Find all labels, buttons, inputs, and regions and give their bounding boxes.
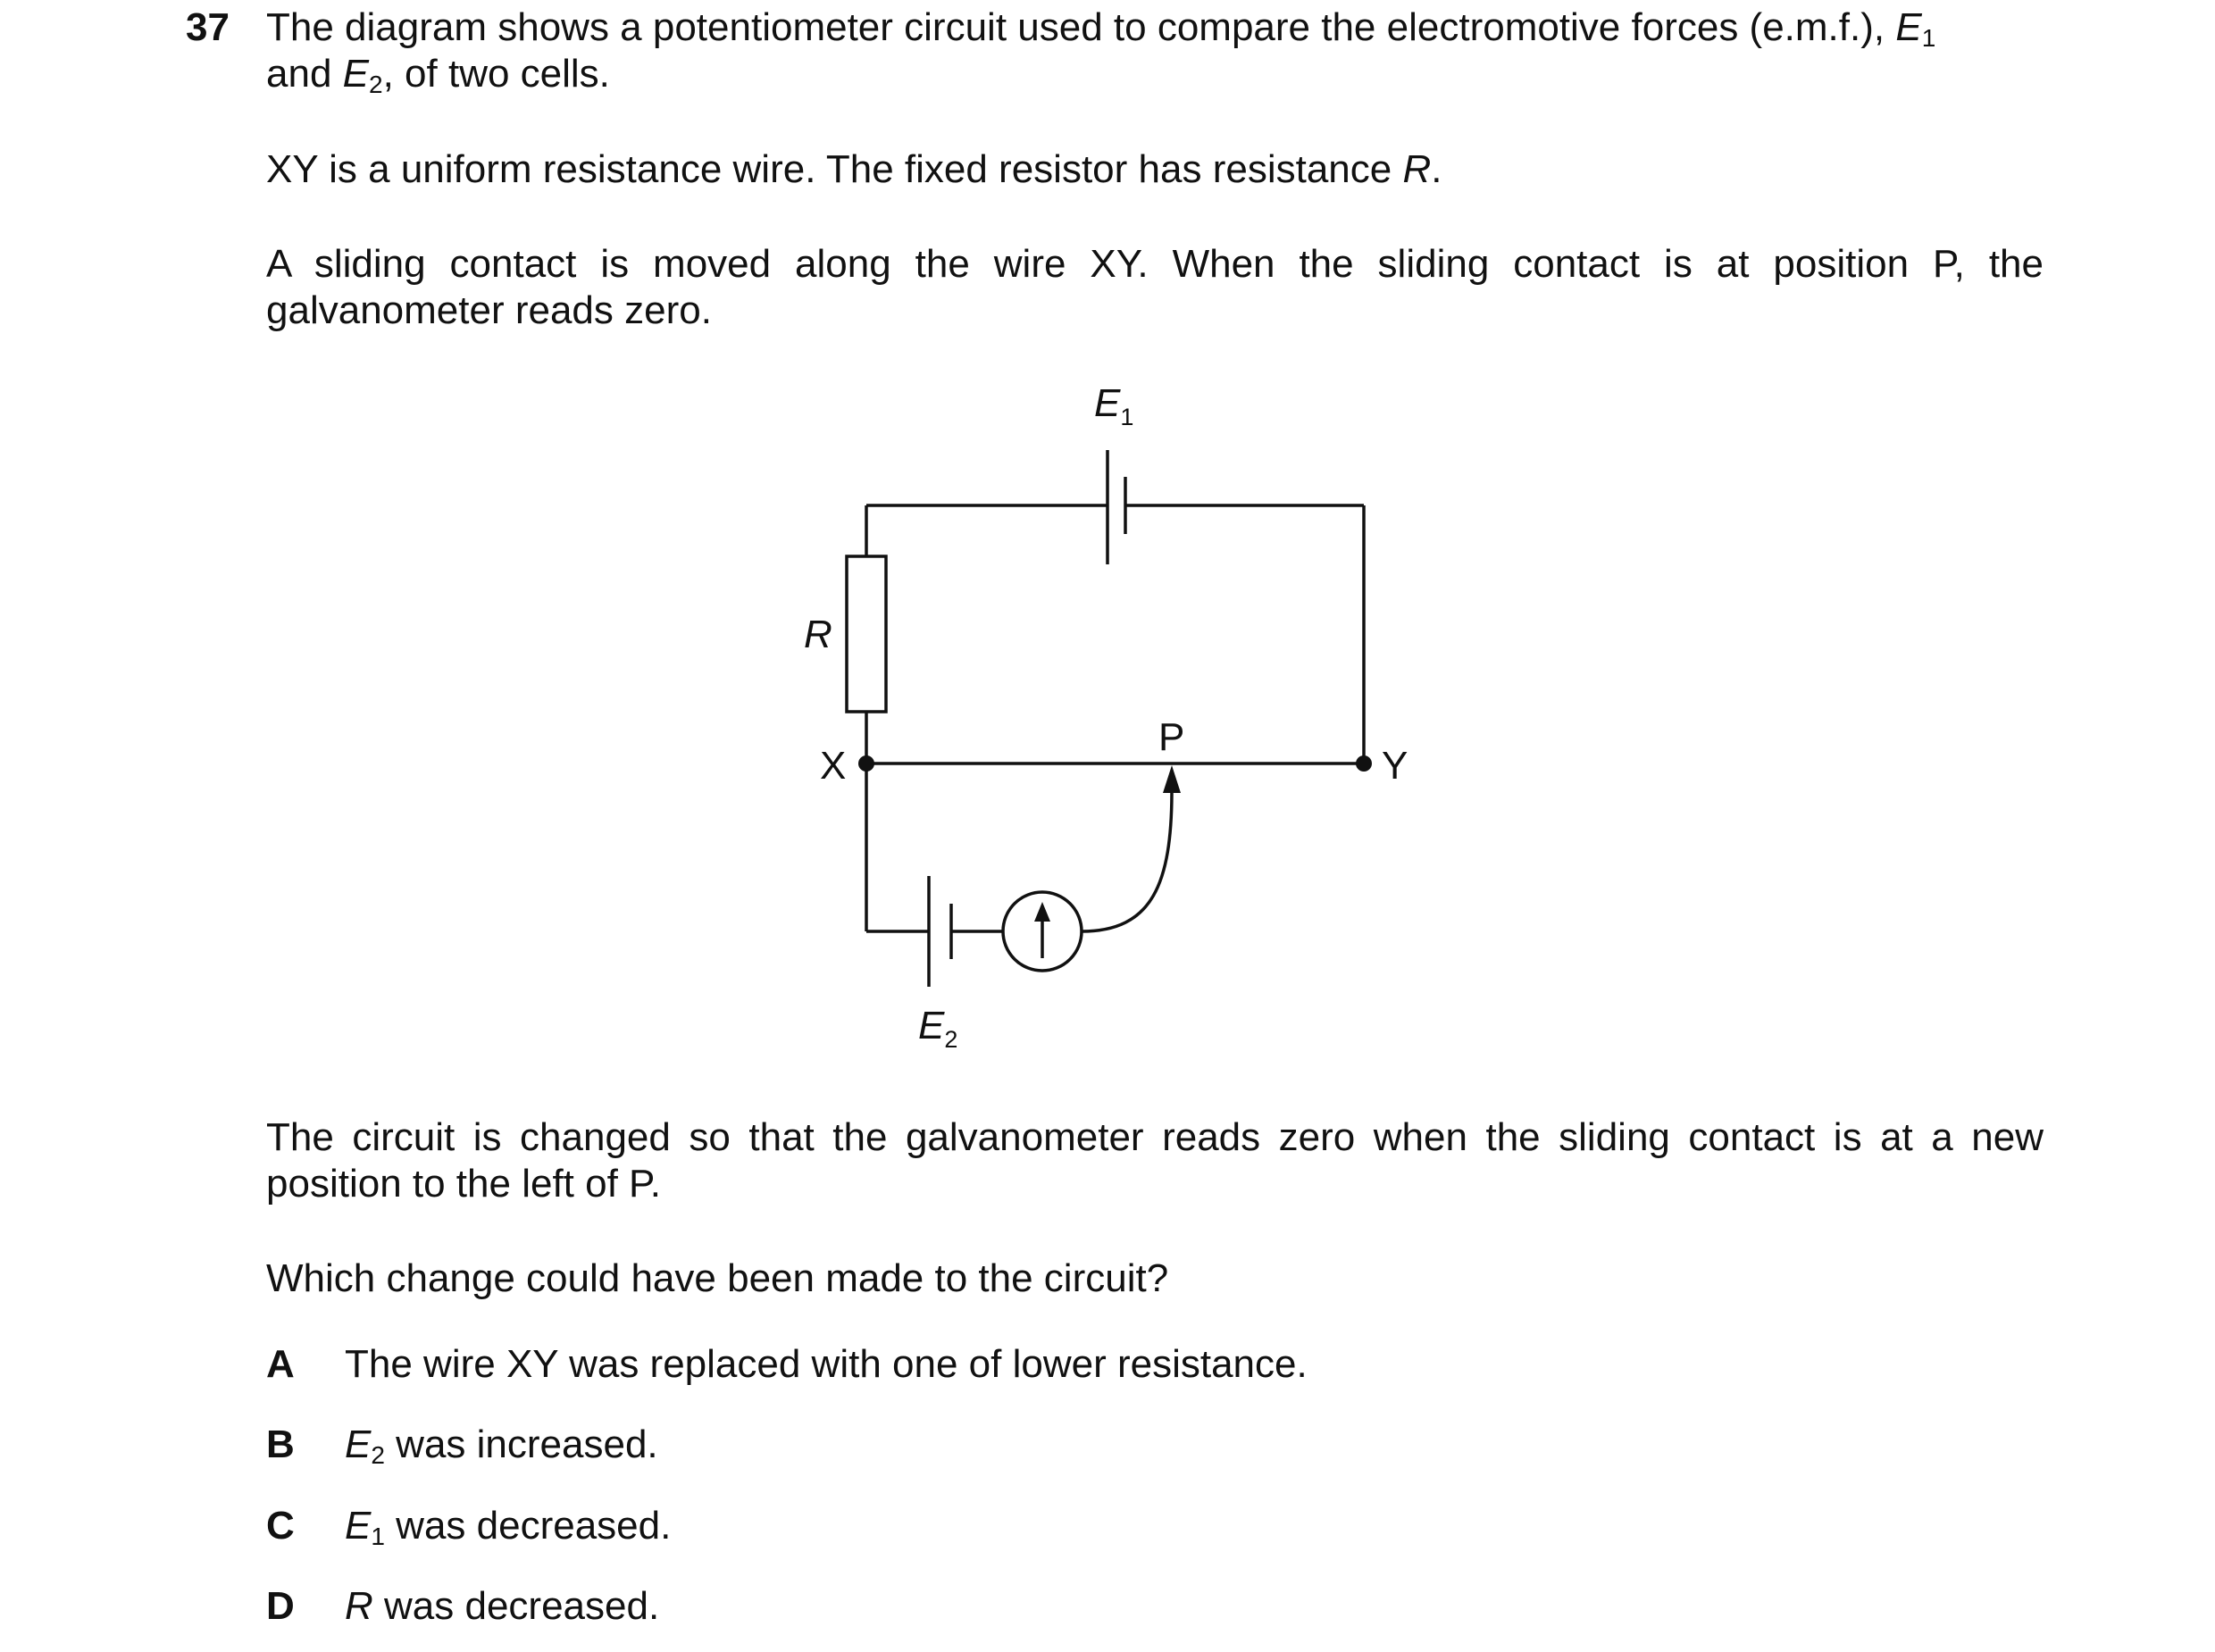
resistance-symbol: R: [1402, 147, 1432, 191]
option-c-text[interactable]: [345, 1503, 671, 1549]
emf-e1-symbol: E: [1895, 5, 1922, 49]
label-r: R: [804, 613, 832, 656]
junction-dot-x: [858, 755, 874, 772]
emf-e2-symbol: E: [342, 52, 370, 96]
intro-and: and: [266, 52, 332, 96]
option-b-text[interactable]: [345, 1422, 658, 1468]
option-c-letter[interactable]: C: [266, 1504, 295, 1548]
question-number: 37: [186, 5, 230, 49]
option-b-subscript: 2: [371, 1441, 385, 1469]
sliding-contact-description: A sliding contact is moved along the wire XY. When the sliding contact is at position P, the galvanometer reads zero.: [266, 242, 2044, 332]
emf-e1-subscript: 1: [1921, 24, 1936, 52]
label-y: Y: [1382, 744, 1408, 788]
label-x: X: [820, 744, 847, 788]
option-b-letter[interactable]: B: [266, 1423, 295, 1466]
option-d-text[interactable]: [345, 1583, 659, 1630]
galvanometer-needle-arrowhead: [1034, 902, 1050, 922]
resistor-r: [847, 556, 886, 712]
intro-tail: , of two cells.: [382, 52, 610, 96]
label-p: P: [1158, 715, 1185, 759]
question-prompt: Which change could have been made to the circuit?: [266, 1256, 1169, 1300]
option-d-symbol: R: [345, 1584, 373, 1628]
circuit-change-description: The circuit is changed so that the galvanometer reads zero when the sliding contact is at a new position to the left of P.: [266, 1115, 2044, 1206]
emf-e2-subscript: 2: [369, 71, 383, 98]
label-e2: $E_2$: [918, 1004, 958, 1053]
sliding-contact-arrowhead: [1163, 765, 1181, 793]
intro-text: The diagram shows a potentiometer circuit used to compare the electromotive forces (e.m.f.),: [266, 5, 1885, 49]
label-e1: $E_1$: [1094, 381, 1134, 430]
option-c-label: was decreased.: [384, 1504, 672, 1548]
option-b-label: was increased.: [384, 1423, 658, 1466]
option-a-text[interactable]: The wire XY was replaced with one of lower resistance.: [345, 1342, 1308, 1386]
junction-dot-y: [1356, 755, 1372, 772]
option-d-label: was decreased.: [372, 1584, 660, 1628]
wire-period: .: [1431, 147, 1442, 191]
option-d-letter[interactable]: D: [266, 1584, 295, 1628]
option-c-symbol: E: [345, 1504, 372, 1548]
option-a-letter[interactable]: A: [266, 1342, 295, 1386]
sliding-contact-lead: [1082, 790, 1172, 931]
option-c-subscript: 1: [371, 1523, 385, 1550]
option-b-symbol: E: [345, 1423, 372, 1466]
wire-text: XY is a uniform resistance wire. The fixed resistor has resistance: [266, 147, 1392, 191]
